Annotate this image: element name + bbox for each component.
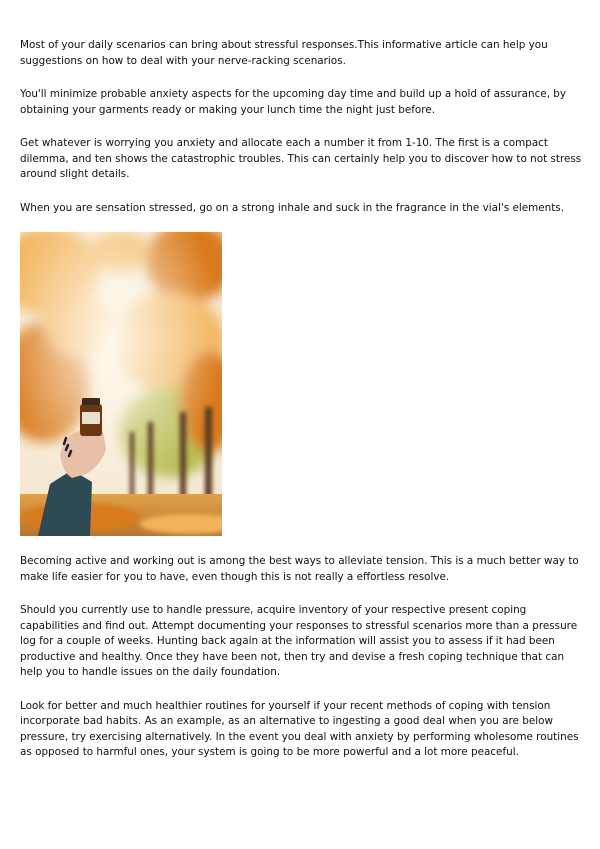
- paragraph-rate-worries: Get whatever is worrying you anxiety and allocate each a number it from 1-10. The first is a compact dilemma, and ten shows the catastrophic troubles. This can certainly help you to discover how to not stress around slight details.: [20, 137, 582, 180]
- paragraph-coping-log: Should you currently use to handle pressure, acquire inventory of your respective present coping capabilities and find out. Attempt documenting your responses to stressful scenarios more than a pressure log for a couple of weeks. Hunting back again at the information will assist you to assess if it had been productive and healthy. Once they have been not, then try and devise a fresh coping technique that can help you to handle issues on the daily foundation.: [20, 604, 578, 678]
- paragraph-intro: Most of your daily scenarios can bring about stressful responses.This informative article can help you suggestions on how to deal with your nerve-racking scenarios.: [20, 39, 548, 67]
- paragraph-exercise: Becoming active and working out is among the best ways to alleviate tension. This is a much better way to make life easier for you to have, even though this is not really a effortless resolve.: [20, 555, 579, 583]
- paragraph-prepare: You'll minimize probable anxiety aspects for the upcoming day time and build up a hold of assurance, by obtaining your garments ready or making your lunch time the night just before.: [20, 88, 567, 116]
- paragraph-inhale: When you are sensation stressed, go on a strong inhale and suck in the fragrance in the vial's elements.: [20, 201, 565, 214]
- article-photo: [20, 232, 222, 536]
- autumn-hand-vial-image: [20, 232, 222, 536]
- article-body: [20, 38, 582, 779]
- paragraph-healthy-routines: Look for better and much healthier routines for yourself if your recent methods of coping with tension incorporate bad habits. As an example, as an alternative to ingesting a good deal when you are below pressure, try exercising alternatively. In the event you deal with anxiety by performing wholesome routines as opposed to harmful ones, your system is going to be more powerful and a lot more peaceful.: [20, 699, 579, 758]
